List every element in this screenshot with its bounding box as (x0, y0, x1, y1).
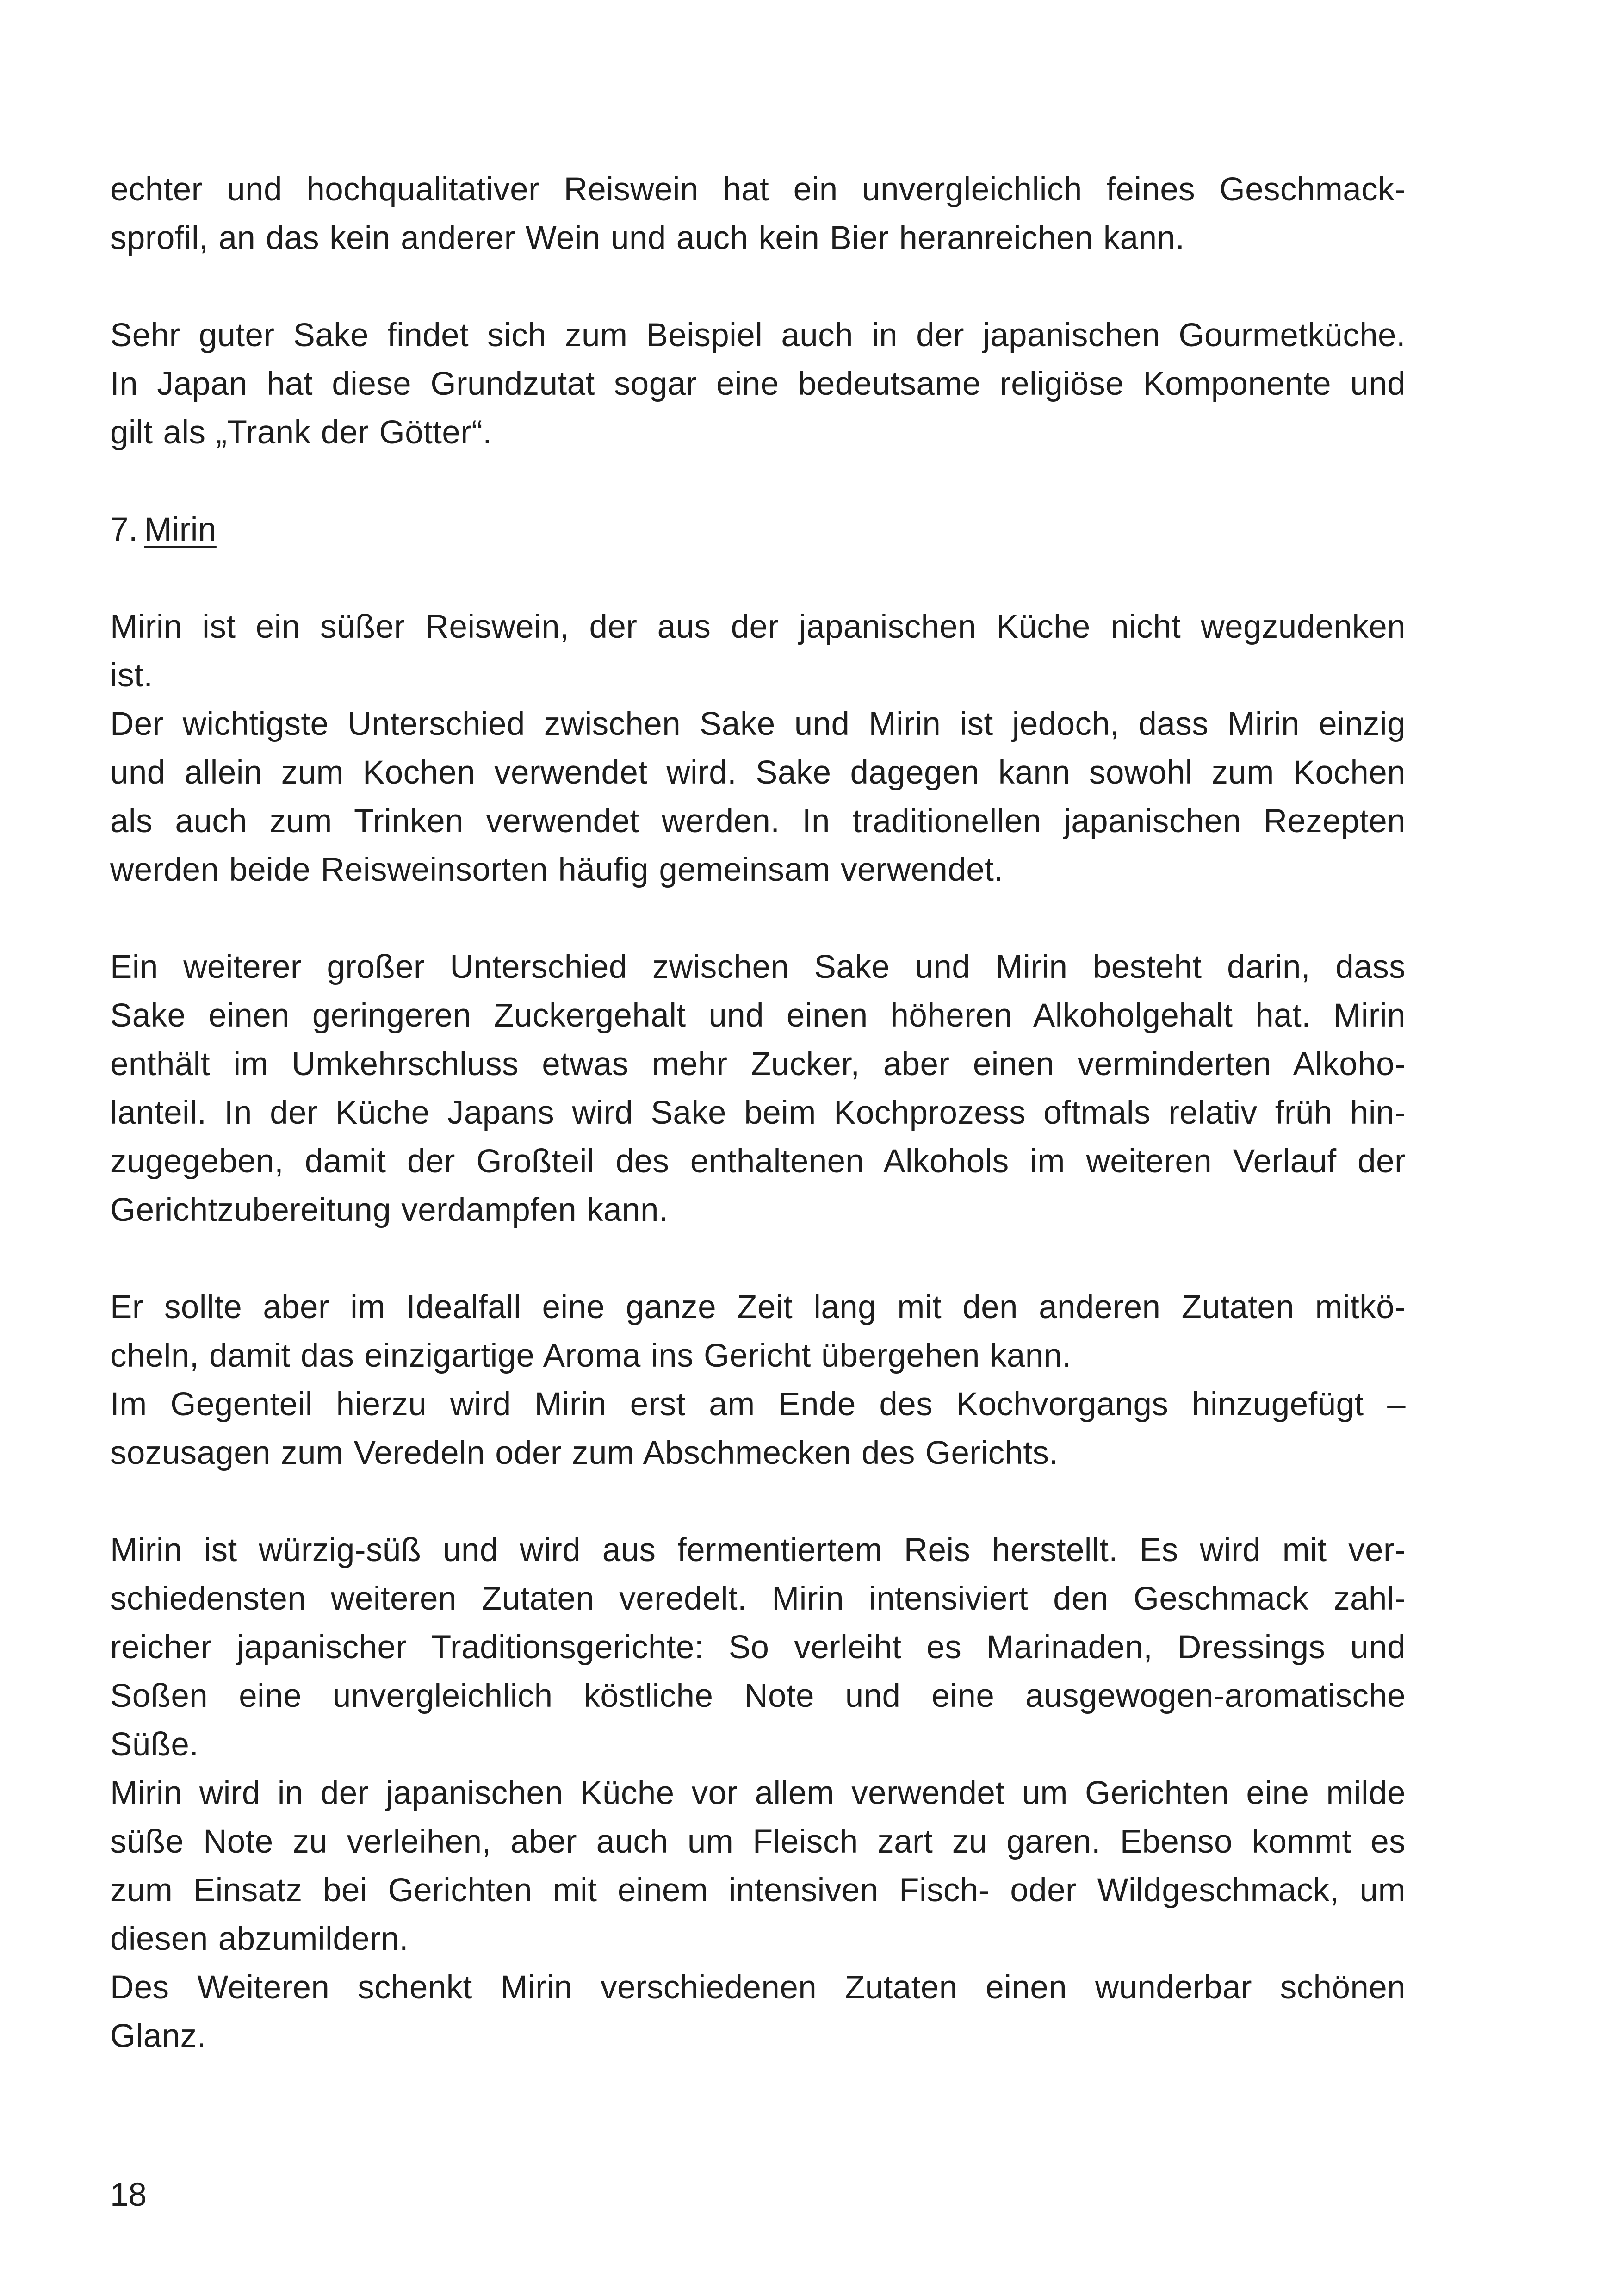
text-line: Mirin wird in der japanischen Küche vor allem verwendet um Gerichten eine milde (110, 1775, 1406, 1811)
text-line: diesen abzumildern. (110, 1921, 409, 1957)
paragraph-cooking-timing (110, 1283, 1406, 1477)
section-title: Mirin (144, 511, 217, 548)
section-heading (110, 505, 1406, 554)
text-line: zum Einsatz bei Gerichten mit einem intensiven Fisch- oder Wildgeschmack, um (110, 1872, 1406, 1909)
text-line: Mirin ist würzig-süß und wird aus fermentiertem Reis herstellt. Es wird mit ver- (110, 1532, 1406, 1568)
text-line: Sake einen geringeren Zuckergehalt und einen höheren Alkoholgehalt hat. Mirin (110, 997, 1406, 1034)
paragraph-sake-profile (110, 165, 1406, 262)
section-number: 7. (110, 511, 138, 548)
text-line: zugegeben, damit der Großteil des enthaltenen Alkohols im weiteren Verlauf der (110, 1143, 1406, 1180)
text-line: In Japan hat diese Grundzutat sogar eine bedeutsame religiöse Komponente und (110, 366, 1406, 402)
text-line: gilt als „Trank der Götter“. (110, 414, 492, 451)
text-line: Des Weiteren schenkt Mirin verschiedenen Zutaten einen wunderbar schönen (110, 1969, 1406, 2006)
text-line: als auch zum Trinken verwendet werden. In traditionellen japanischen Rezepten (110, 803, 1406, 840)
text-line: Gerichtzubereitung verdampfen kann. (110, 1192, 668, 1228)
text-line: süße Note zu verleihen, aber auch um Fleisch zart zu garen. Ebenso kommt es (110, 1823, 1406, 1860)
text-line: enthält im Umkehrschluss etwas mehr Zucker, aber einen verminderten Alkoho- (110, 1046, 1406, 1083)
text-line: werden beide Reisweinsorten häufig gemeinsam verwendet. (110, 852, 1004, 888)
text-line: lanteil. In der Küche Japans wird Sake beim Kochprozess oftmals relativ früh hin- (110, 1095, 1406, 1131)
body-text (110, 165, 1406, 2060)
text-line: Der wichtigste Unterschied zwischen Sake und Mirin ist jedoch, dass Mirin einzig (110, 706, 1406, 742)
text-line: Im Gegenteil hierzu wird Mirin erst am Ende des Kochvorgangs hinzugefügt – (110, 1386, 1406, 1423)
text-line: Glanz. (110, 2018, 206, 2054)
text-line: Sehr guter Sake findet sich zum Beispiel auch in der japanischen Gourmetküche. (110, 317, 1406, 354)
text-line: reicher japanischer Traditionsgerichte: So verleiht es Marinaden, Dressings und (110, 1629, 1406, 1666)
text-line: Süße. (110, 1726, 199, 1763)
text-line: cheln, damit das einzigartige Aroma ins Gericht übergehen kann. (110, 1338, 1072, 1374)
text-line: Er sollte aber im Idealfall eine ganze Zeit lang mit den anderen Zutaten mitkö- (110, 1289, 1406, 1325)
paragraph-sake-gourmet (110, 311, 1406, 457)
page-number: 18 (110, 2177, 147, 2213)
text-line: sozusagen zum Veredeln oder zum Abschmecken des Gerichts. (110, 1435, 1059, 1471)
text-line: sprofil, an das kein anderer Wein und auch kein Bier heranreichen kann. (110, 220, 1185, 256)
paragraph-sugar-alcohol (110, 943, 1406, 1234)
paragraph-mirin-intro (110, 603, 1406, 894)
text-line: Soßen eine unvergleichlich köstliche Note und eine ausgewogen-aromatische (110, 1678, 1406, 1714)
text-line: und allein zum Kochen verwendet wird. Sake dagegen kann sowohl zum Kochen (110, 754, 1406, 791)
paragraph-mirin-uses (110, 1526, 1406, 2060)
text-line: Mirin ist ein süßer Reiswein, der aus der japanischen Küche nicht wegzudenken (110, 609, 1406, 645)
text-line: ist. (110, 657, 153, 694)
text-line: schiedensten weiteren Zutaten veredelt. Mirin intensiviert den Geschmack zahl- (110, 1580, 1406, 1617)
text-line: Ein weiterer großer Unterschied zwischen Sake und Mirin besteht darin, dass (110, 949, 1406, 985)
text-line: echter und hochqualitativer Reiswein hat ein unvergleichlich feines Geschmack- (110, 171, 1406, 208)
